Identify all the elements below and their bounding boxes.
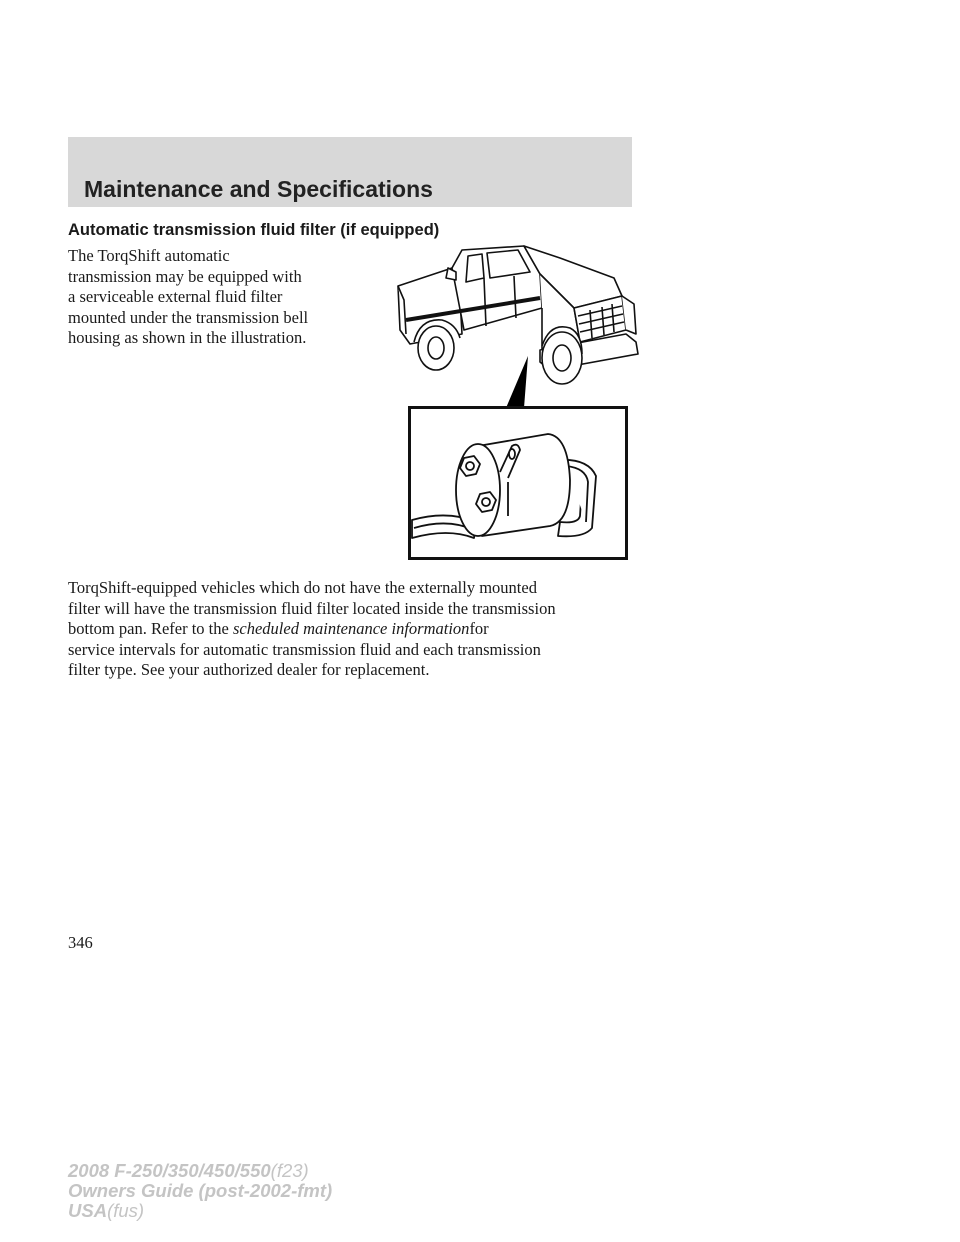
body-text: for: [469, 619, 489, 638]
footer: [68, 1161, 332, 1221]
body-paragraph: [68, 578, 638, 681]
body-text: bottom pan. Refer to the: [68, 619, 229, 638]
intro-line: mounted under the transmission bell: [68, 307, 309, 327]
maintenance-reference: scheduled maintenance information: [232, 619, 470, 638]
body-line: filter type. See your authorized dealer for replacement.: [68, 660, 430, 679]
intro-line: a serviceable external fluid filter: [68, 287, 283, 306]
transmission-fluid-filter-illustration: [408, 406, 628, 560]
body-line: filter will have the transmission fluid filter located inside the transmission: [68, 598, 556, 618]
footer-region-code: (fus): [107, 1200, 145, 1221]
footer-model: 2008 F-250/350/450/550: [68, 1160, 271, 1181]
pickup-truck-illustration: [390, 238, 640, 408]
page-number: 346: [68, 933, 93, 952]
intro-line: housing as shown in the illustration.: [68, 328, 307, 347]
footer-region: USA: [68, 1200, 108, 1221]
footer-region-line: [68, 1201, 332, 1221]
body-line: service intervals for automatic transmission fluid and each transmission: [68, 639, 541, 659]
footer-model-line: [68, 1161, 332, 1181]
footer-guide: Owners Guide (post-2002-fmt): [68, 1180, 333, 1201]
section-heading: Automatic transmission fluid filter (if equipped): [68, 221, 440, 239]
page-title: Maintenance and Specifications: [84, 176, 433, 202]
footer-model-code: (f23): [270, 1160, 309, 1181]
intro-paragraph: [68, 246, 388, 349]
body-line: TorqShift-equipped vehicles which do not have the externally mounted: [68, 578, 537, 597]
intro-line: The TorqShift automatic: [68, 246, 230, 265]
body-line: [68, 619, 638, 640]
intro-line: transmission may be equipped with: [68, 266, 302, 286]
